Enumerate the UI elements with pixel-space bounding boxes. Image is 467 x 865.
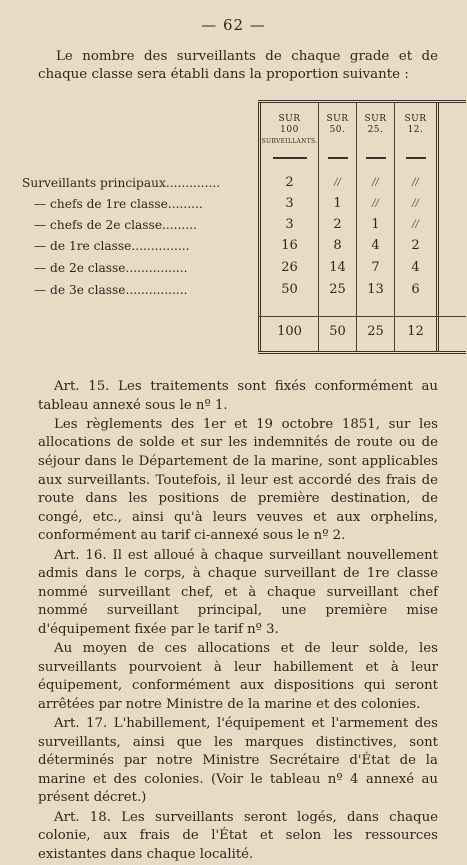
article-paragraph: Les règlements des 1er et 19 octobre 1851, sur les allocations de solde et sur les indemnités de route ou de séjour dans le Département de la marine, sont applicables aux surveillants. Toutefois, il leur est accordé des frais de route dans les positions de première destination, de congé, etc., ainsi qu'à leurs veuves et aux orphelins, conformément au tarif ci-annexé sous le nº 2. bbox=[38, 416, 438, 544]
intro-paragraph: Le nombre des surveillants de chaque grade et de chaque classe sera établi dans la proportion suivante : bbox=[38, 49, 438, 82]
table-cell: 25 bbox=[329, 282, 346, 297]
table-cell: // bbox=[372, 177, 379, 188]
total-cell: 25 bbox=[367, 324, 384, 339]
table-cell: 7 bbox=[371, 260, 380, 275]
row-label: — chefs de 2e classe......... bbox=[34, 218, 197, 232]
article-paragraph: Art. 15. Les traitements sont fixés conformément au tableau annexé sous le nº 1. bbox=[38, 379, 438, 413]
header-mid: 100 bbox=[280, 125, 299, 135]
table-cell: 2 bbox=[333, 217, 342, 232]
row-label: — chefs de 1re classe......... bbox=[34, 197, 203, 211]
total-cell: 100 bbox=[277, 324, 302, 339]
table-cell: 50 bbox=[281, 282, 298, 297]
rank-proportion-table bbox=[22, 100, 442, 356]
total-cell: 12 bbox=[407, 324, 424, 339]
article-paragraph: Art. 18. Les surveillants seront logés, dans chaque colonie, aux frais de l'État et selon les ressources existantes dans chaque localité. bbox=[38, 809, 438, 862]
table-cell: // bbox=[412, 177, 419, 188]
column-header bbox=[261, 114, 318, 147]
header-top: SUR bbox=[326, 114, 349, 124]
article-paragraph: Au moyen de ces allocations et de leur solde, les surveillants pourvoient à leur habillement et à leur équipement, conformément aux dispositions qui seront arrêtées par notre Ministre de la marine et des colonies. bbox=[38, 641, 438, 712]
row-label: — de 2e classe................ bbox=[34, 261, 188, 275]
header-top: SUR bbox=[278, 114, 301, 124]
table-cell: 1 bbox=[371, 217, 380, 232]
header-mid: 25. bbox=[367, 125, 384, 135]
table-cell: 3 bbox=[285, 196, 294, 211]
article-paragraph: Art. 16. Il est alloué à chaque surveillant nouvellement admis dans le corps, à chaque surveillant de 1re classe nommé surveillant chef, et à chaque surveillant chef nommé surveillant principal, une première mise d'équipement fixée par le tarif nº 3. bbox=[38, 547, 438, 637]
header-top: SUR bbox=[364, 114, 387, 124]
header-rule bbox=[406, 157, 426, 159]
table-cell: 2 bbox=[285, 175, 294, 190]
table-cell: 6 bbox=[411, 282, 420, 297]
page-number: — 62 — bbox=[201, 16, 266, 34]
header-mid: 12. bbox=[407, 125, 424, 135]
table-cell: 16 bbox=[281, 238, 298, 253]
column-header bbox=[319, 114, 356, 136]
table-cell: // bbox=[412, 198, 419, 209]
header-rule bbox=[328, 157, 348, 159]
table-cell: // bbox=[334, 177, 341, 188]
header-top: SUR bbox=[404, 114, 427, 124]
column-header bbox=[357, 114, 394, 136]
header-bottom: SURVEILLANTS. bbox=[261, 138, 318, 145]
table-bottom-rule bbox=[258, 351, 466, 354]
table-top-rule bbox=[258, 100, 466, 103]
row-label: — de 1re classe............... bbox=[34, 239, 190, 253]
table-cell: 8 bbox=[333, 238, 342, 253]
table-cell: 4 bbox=[411, 260, 420, 275]
table-cell: 3 bbox=[285, 217, 294, 232]
table-cell: // bbox=[372, 198, 379, 209]
header-mid: 50. bbox=[329, 125, 346, 135]
table-cell: 26 bbox=[281, 260, 298, 275]
header-rule bbox=[273, 157, 307, 159]
table-cell: // bbox=[412, 219, 419, 230]
table-cell: 14 bbox=[329, 260, 346, 275]
table-cell: 2 bbox=[411, 238, 420, 253]
table-cell: 4 bbox=[371, 238, 380, 253]
table-cell: 1 bbox=[333, 196, 342, 211]
table-right-border bbox=[436, 103, 439, 351]
row-label: — de 3e classe................ bbox=[34, 283, 188, 297]
column-header bbox=[395, 114, 436, 136]
totals-rule bbox=[258, 316, 466, 317]
body-text bbox=[38, 378, 438, 865]
article-paragraph: Art. 17. L'habillement, l'équipement et l'armement des surveillants, ainsi que les marques distinctives, sont déterminés par notre Ministre Secrétaire d'État de la marine et des colonies. (Voir le tableau nº 4 annexé au présent décret.) bbox=[38, 716, 438, 806]
header-rule bbox=[366, 157, 386, 159]
row-label: Surveillants principaux.............. bbox=[22, 176, 221, 190]
table-cell: 13 bbox=[367, 282, 384, 297]
total-cell: 50 bbox=[329, 324, 346, 339]
